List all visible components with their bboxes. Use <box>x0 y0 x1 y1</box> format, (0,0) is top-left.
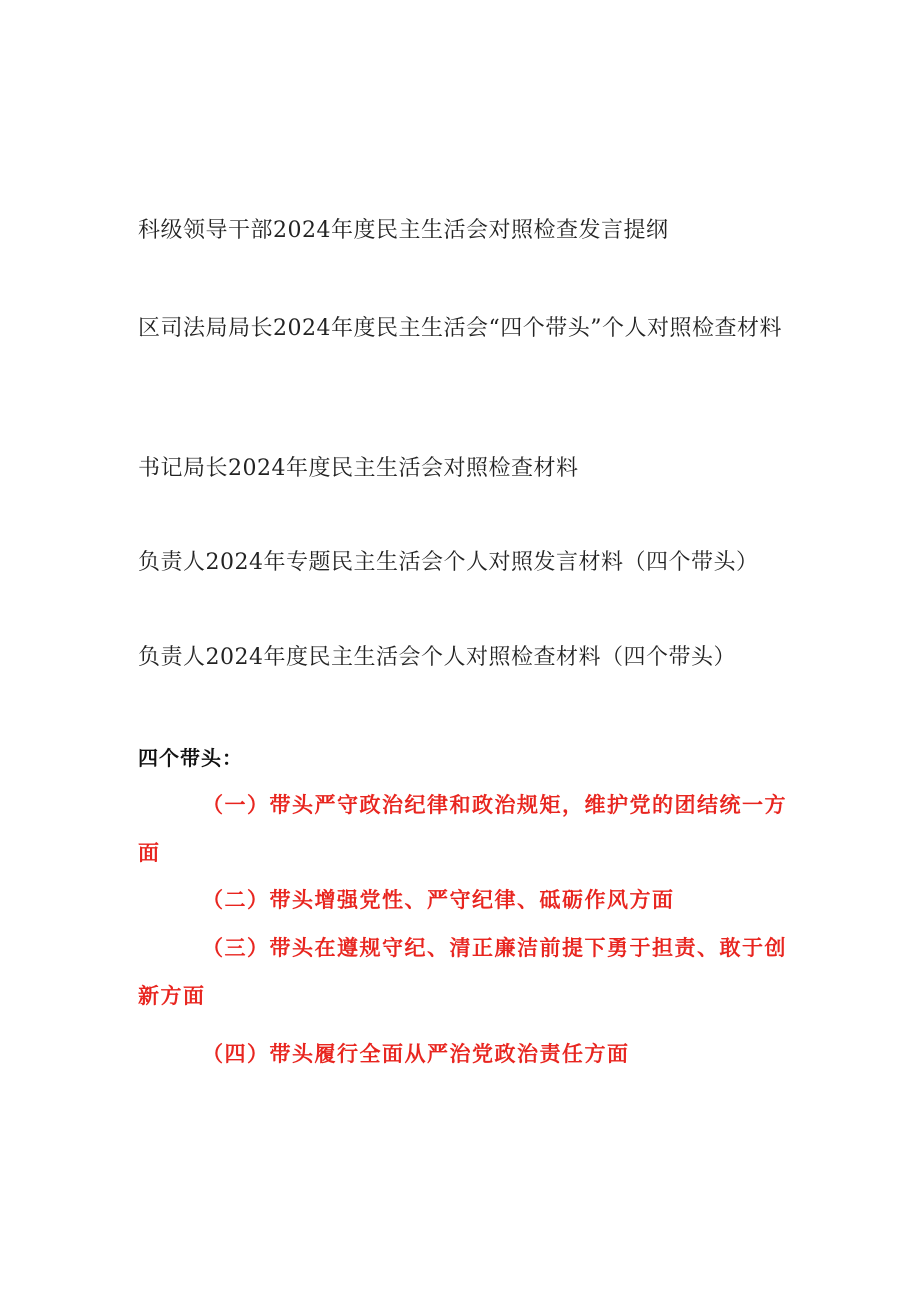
section-heading: 四个带头： <box>138 746 243 770</box>
section-item-3: （三）带头在遵规守纪、清正廉洁前提下勇于担责、敢于创新方面 <box>138 936 787 1008</box>
section-item-4: （四）带头履行全面从严治党政治责任方面 <box>202 1042 630 1066</box>
title-line-3: 书记局长2024年度民主生活会对照检查材料 <box>138 456 579 481</box>
title-line-1: 科级领导干部2024年度民主生活会对照检查发言提纲 <box>138 218 669 243</box>
section-item-1: （一）带头严守政治纪律和政治规矩，维护党的团结统一方面 <box>138 793 787 865</box>
title-line-2: 区司法局局长2024年度民主生活会“四个带头”个人对照检查材料 <box>138 316 782 341</box>
title-line-4: 负责人2024年专题民主生活会个人对照发言材料（四个带头） <box>138 550 759 575</box>
title-line-5: 负责人2024年度民主生活会个人对照检查材料（四个带头） <box>138 645 736 670</box>
section-item-2: （二）带头增强党性、严守纪律、砥砺作风方面 <box>202 888 675 912</box>
